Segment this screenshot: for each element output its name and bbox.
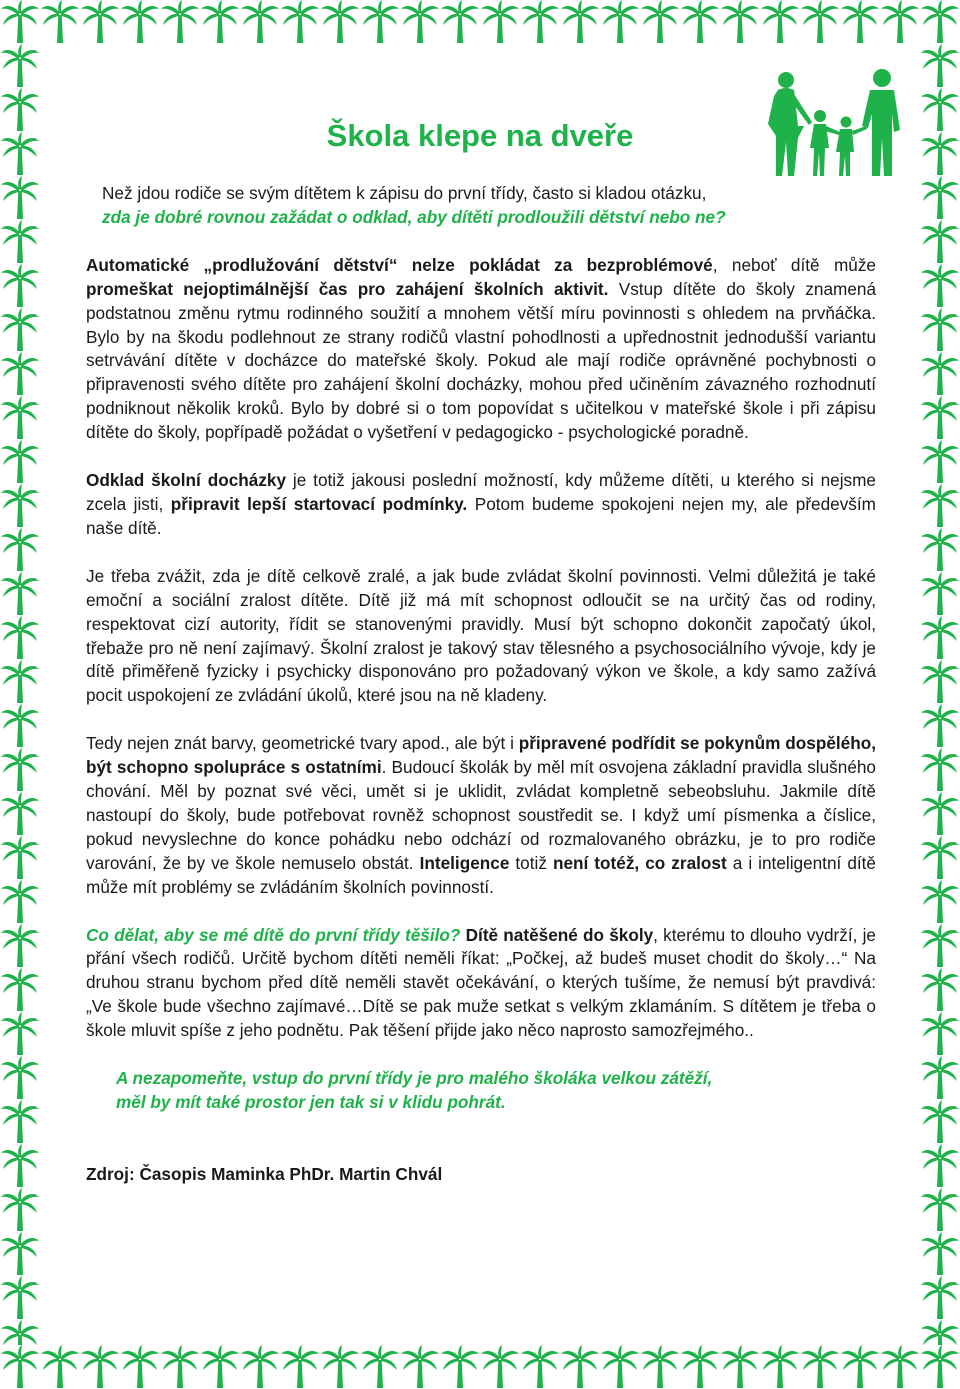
paragraph-3: Je třeba zvážit, zda je dítě celkově zralé, a jak bude zvládat školní povinnosti. Velmi důležitá je také emoční a sociální zralost dítěte. Dítě již má mít schopnost odloučit se na určitý čas od rodiny, respektovat cizí autority, řídit se stanovenými pravidly. Musí být schopno dokončit započatý úkol, třebaže pro ně není zajímavý. Školní zralost je takový stav tělesného a psychosociálního vývoje, kdy je dítě přiměřeně fyzicky i psychicky disponováno pro požadovaný výkon ve škole, a kdy samo zažívá pocit uspokojení ze zvládání úkolů, které jsou na ně kladeny.: [86, 565, 876, 706]
paragraph-1: [86, 254, 876, 445]
intro-question: zda je dobré rovnou zažádat o odklad, aby dítěti prodloužili dětství nebo ne?: [102, 206, 726, 227]
page-title: Škola klepe na dveře: [326, 118, 634, 153]
palm-border-top: [0, 0, 960, 44]
emphasis-text: Dítě natěšené do školy: [465, 924, 654, 945]
palm-tree-icon: [0, 44, 40, 1345]
paragraph-text: totiž: [509, 852, 553, 873]
emphasis-text: není totéž, co zralost: [552, 852, 727, 873]
emphasis-text: Odklad školní docházky: [86, 470, 287, 491]
article-body: [86, 182, 876, 1187]
paragraph-text: je totiž jakousi poslední možností, kdy můžeme dítěti, u kterého si nejsme zcela jisti,: [86, 470, 876, 514]
intro-line: Než jdou rodiče se svým dítětem k zápisu do první třídy, často si kladou otázku,: [102, 183, 707, 203]
paragraph-text: Potom budeme spokojeni nejen my, ale především naše dítě.: [86, 493, 876, 538]
palm-border-right: [920, 44, 960, 1345]
question-text: Co dělat, aby se mé dítě do první třídy těšilo?: [86, 924, 461, 945]
palm-tree-icon: [0, 1345, 960, 1389]
paragraph-text: Tedy nejen znát barvy, geometrické tvary apod., ale být i: [86, 733, 519, 754]
emphasis-text: připravit lepší startovací podmínky.: [170, 493, 468, 514]
intro-paragraph: [86, 182, 876, 230]
closing-line: měl by mít také prostor jen tak si v klidu pohrát.: [116, 1092, 506, 1112]
paragraph-text: . Budoucí školák by měl mít osvojena základní pravidla slušného chování. Měl by poznat své věci, umět si je uklidit, zvládat kompletně sebeobsluhu. Jakmile dítě nastoupí do školy, bude potřebovat rovněž schopnost soustředit se. I když umí písmenka a číslice, pokud nevyslechne do konce pohádku nebo odchází od rozmalovaného obrázku, je to pro rodiče varování, že by ve škole nemuselo obstát.: [86, 757, 876, 873]
closing-remark: [86, 1067, 876, 1115]
emphasis-text: promeškat nejoptimálnější čas pro zahájení školních aktivit.: [86, 278, 609, 299]
palm-border-left: [0, 44, 40, 1345]
paragraph-4: [86, 732, 876, 899]
paragraph-5: [86, 924, 876, 1044]
palm-tree-icon: [920, 44, 960, 1345]
emphasis-text: připravené podřídit se pokynům dospělého, být schopno spolupráce s ostatními: [86, 733, 876, 778]
palm-border-bottom: [0, 1345, 960, 1389]
paragraph-text: a i inteligentní dítě může mít problémy se zvládáním školních povinností.: [86, 852, 876, 897]
paragraph-text: , neboť dítě může: [712, 254, 876, 275]
paragraph-2: [86, 469, 876, 541]
source-citation: Zdroj: Časopis Maminka PhDr. Martin Chvál: [86, 1163, 443, 1184]
closing-line: A nezapomeňte, vstup do první třídy je pro malého školáka velkou zátěží,: [116, 1068, 713, 1089]
palm-tree-icon: [0, 0, 960, 44]
emphasis-text: Inteligence: [419, 852, 510, 873]
paragraph-text: , kterému to dlouho vydrží, je přání všech rodičů. Určitě bychom dítěti neměli říkat: „Počkej, až budeš muset chodit do školy…“ Na druhou stranu bychom před dítě neměli stavět očekávání, o kterých tušíme, že nemusí být pravdivá: „Ve škole bude všechno zajímavé…Dítě se pak muže setkat s velkým zklamáním. S dítětem je třeba o škole mluvit spíše z jeho podnětu. Pak těšení přijde jako něco naprosto samozřejmého..: [86, 924, 876, 1041]
paragraph-text: Vstup dítěte do školy znamená podstatnou změnu rytmu rodinného soužití a mnohem větší míru povinnosti s ohledem na prvňáčka. Bylo by na škodu podlehnout ze strany rodičů vlastní pohodlnosti a upřednostnit jednodušší variantu setrvávání dítěte v docházce do mateřské školy. Pokud ale mají rodiče oprávněné pochybnosti o připravenosti svého dítěte pro zahájení školní docházky, mohou před učiněním závazného rozhodnutí podniknout několik kroků. Bylo by dobré si o tom popovídat s učitelkou v mateřské škole i při zápisu dítěte do školy, popřípadě požádat o vyšetření v pedagogicko - psychologické poradně.: [86, 278, 877, 443]
emphasis-text: Automatické „prodlužování dětství“ nelze pokládat za bezproblémové: [86, 254, 713, 275]
